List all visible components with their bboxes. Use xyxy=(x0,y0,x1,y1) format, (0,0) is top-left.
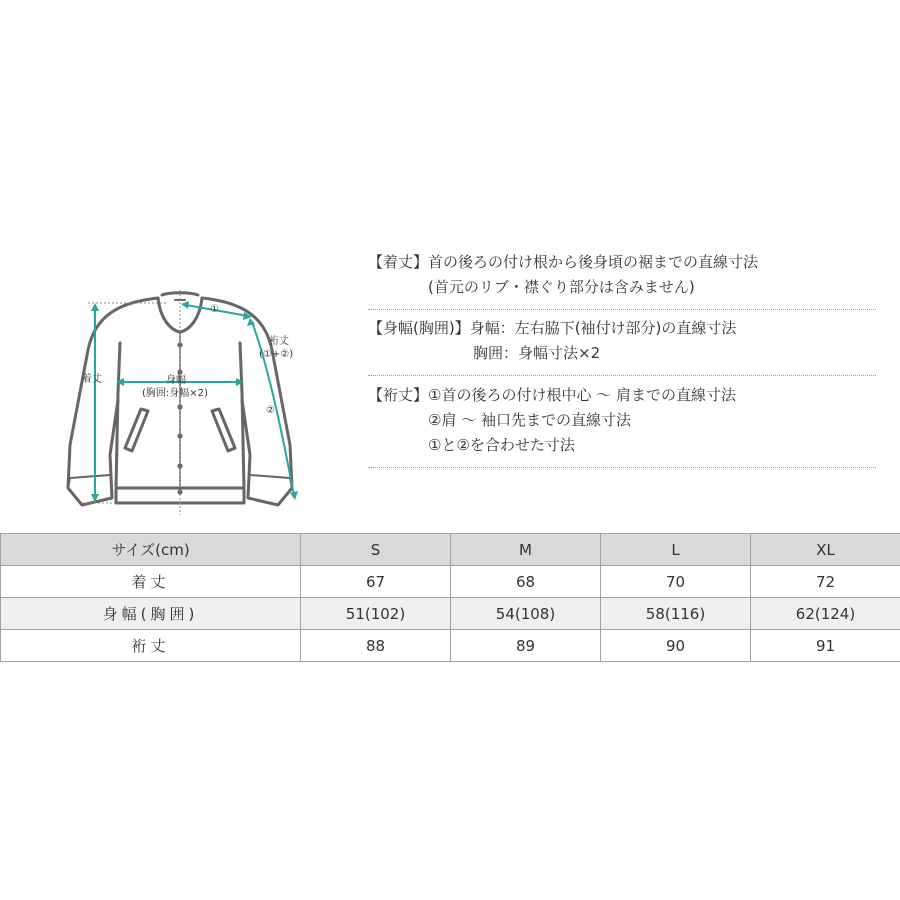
table-row xyxy=(1,566,900,598)
table-cell: 62(124) xyxy=(751,598,900,630)
header-size-l: L xyxy=(601,534,751,566)
legend-length-line1: 【着丈】首の後ろの付け根から後身頃の裾までの直線寸法 xyxy=(368,253,759,271)
legend-length-line2: (首元のリブ・襟ぐり部分は含みません) xyxy=(368,278,695,296)
legend-body-width xyxy=(368,316,876,376)
label-sleeve-length: 裄丈 xyxy=(269,336,289,347)
header-size-s: S xyxy=(301,534,451,566)
table-cell: 89 xyxy=(451,630,601,662)
table-cell: 90 xyxy=(601,630,751,662)
table-cell: 70 xyxy=(601,566,751,598)
table-cell: 51(102) xyxy=(301,598,451,630)
label-sleeve-length-sub: (①+②) xyxy=(259,349,294,360)
header-size-xl: XL xyxy=(751,534,900,566)
row-label-sleeve-length: 裄丈 xyxy=(1,630,301,662)
row-label-length: 着丈 xyxy=(1,566,301,598)
legend-body-line2: 胸囲：身幅寸法×2 xyxy=(368,344,601,362)
header-size-label: サイズ(cm) xyxy=(1,534,301,566)
measurement-arrows xyxy=(95,305,294,498)
label-circle-1: ① xyxy=(210,304,219,315)
jacket-diagram xyxy=(60,280,320,520)
row-label-body-width: 身幅(胸囲) xyxy=(1,598,301,630)
dotted-guides xyxy=(82,290,180,515)
table-cell: 72 xyxy=(751,566,900,598)
legend-body-line1: 【身幅(胸囲)】身幅：左右脇下(袖付け部分)の直線寸法 xyxy=(368,319,737,337)
legend-sleeve-length xyxy=(368,383,876,468)
table-cell: 54(108) xyxy=(451,598,601,630)
table-header-row xyxy=(1,534,900,566)
label-circle-2: ② xyxy=(266,405,275,416)
table-cell: 67 xyxy=(301,566,451,598)
legend-sleeve-line2: ②肩 ～ 袖口先までの直線寸法 xyxy=(368,411,631,429)
table-row xyxy=(1,630,900,662)
legend-sleeve-line1: 【裄丈】①首の後ろの付け根中心 ～ 肩までの直線寸法 xyxy=(368,386,736,404)
label-body-width: 身幅 xyxy=(166,375,186,386)
table-row xyxy=(1,598,900,630)
table-cell: 88 xyxy=(301,630,451,662)
table-cell: 91 xyxy=(751,630,900,662)
table-cell: 68 xyxy=(451,566,601,598)
header-size-m: M xyxy=(451,534,601,566)
table-cell: 58(116) xyxy=(601,598,751,630)
size-table xyxy=(0,533,900,662)
label-body-width-sub: (胸囲:身幅×2) xyxy=(142,388,208,399)
legend-sleeve-line3: ①と②を合わせた寸法 xyxy=(368,436,575,454)
label-length: 着丈 xyxy=(82,374,102,385)
legend-length xyxy=(368,250,876,310)
